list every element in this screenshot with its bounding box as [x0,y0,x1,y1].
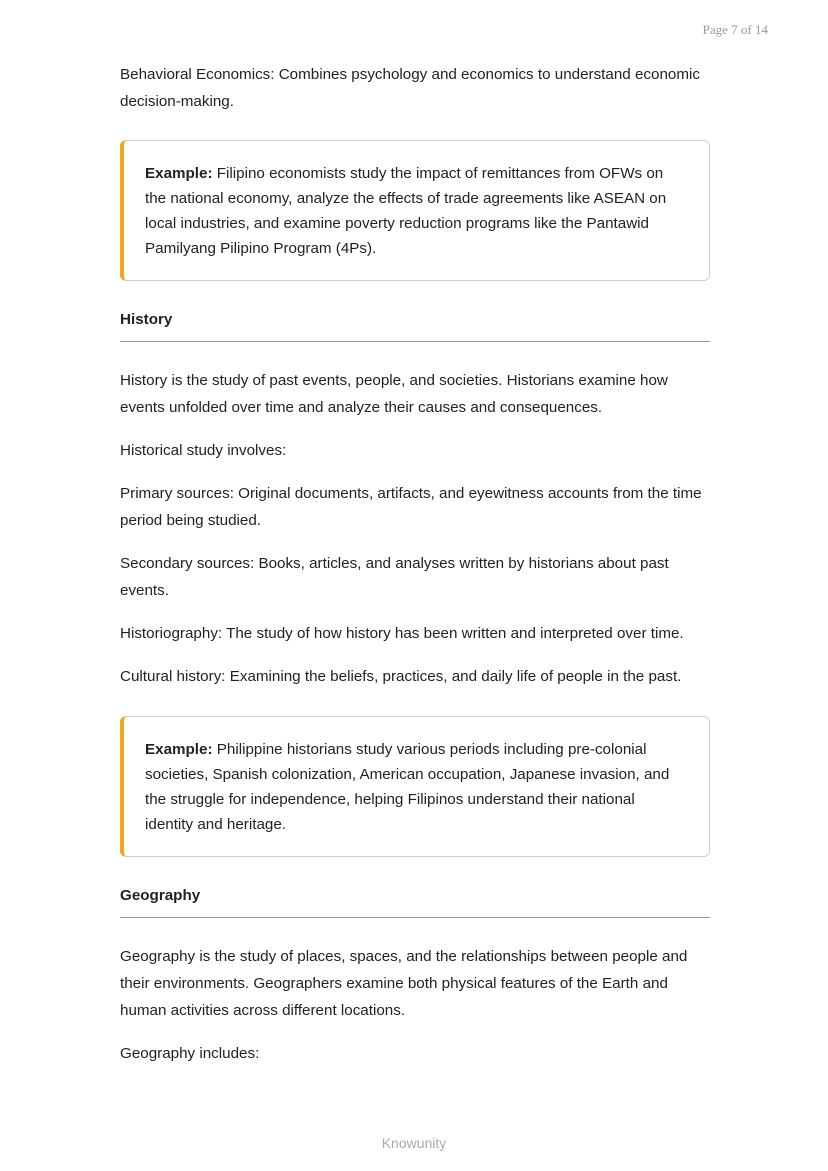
history-intro: History is the study of past events, people, and societies. Historians examine how events unfolded over time and analyze their causes and consequences. [120,372,668,416]
behavioral-economics-text: Behavioral Economics: Combines psychology and economics to understand economic decision-making. [120,66,700,110]
history-heading: History [120,311,173,328]
history-involves-label: Historical study involves: [120,442,287,459]
history-item-secondary-sources: Secondary sources: Books, articles, and analyses written by historians about past events. [120,555,669,599]
geography-includes-label: Geography includes: [120,1045,260,1062]
page-number: Page 7 of 14 [702,22,768,37]
history-item-historiography: Historiography: The study of how history has been written and interpreted over time. [120,625,684,642]
geography-heading: Geography [120,887,201,904]
example-label: Example: [145,741,213,758]
example-text [145,737,685,837]
page-content [120,61,710,1067]
history-item-cultural-history: Cultural history: Examining the beliefs, practices, and daily life of people in the past. [120,668,682,685]
example-text [145,161,685,261]
geography-intro: Geography is the study of places, spaces, and the relationships between people and their environments. Geographers examine both physical features of the Earth and human activities across different locations. [120,948,688,1019]
example-body: Filipino economists study the impact of remittances from OFWs on the national economy, analyze the effects of trade agreements like ASEAN on local industries, and examine poverty reduction programs like the Pantawid Pamilyang Pilipino Program (4Ps). [145,165,667,257]
example-label: Example: [145,165,213,182]
example-box-economics [120,140,710,281]
example-box-history [120,716,710,857]
footer-brand: Knowunity [381,1135,447,1151]
example-body: Philippine historians study various periods including pre-colonial societies, Spanish colonization, American occupation, Japanese invasion, and the struggle for independence, helping Filipinos understand their national identity and heritage. [145,741,670,833]
history-item-primary-sources: Primary sources: Original documents, artifacts, and eyewitness accounts from the time period being studied. [120,485,702,529]
